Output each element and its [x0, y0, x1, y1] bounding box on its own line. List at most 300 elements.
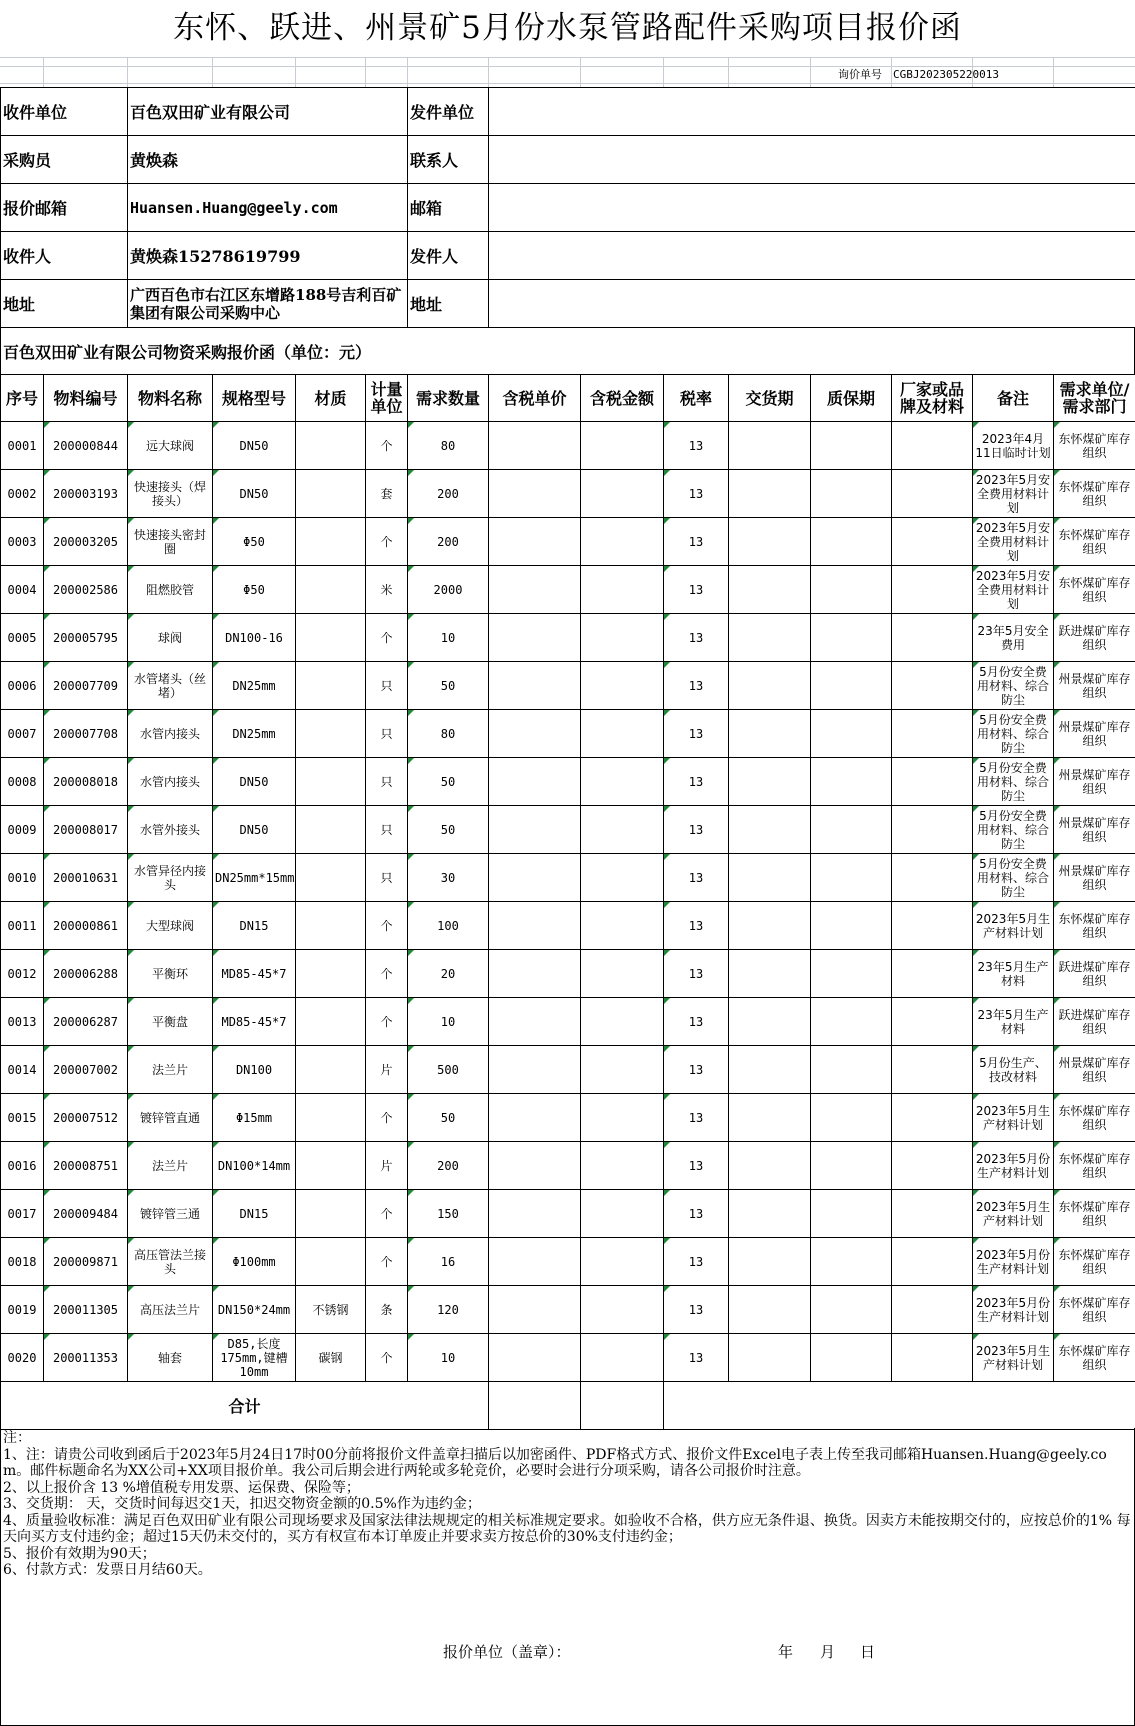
- cell-spec: DN25mm*15mm: [213, 854, 296, 902]
- cell-delivery[interactable]: [729, 566, 811, 614]
- cell-spec: DN150*24mm: [213, 1286, 296, 1334]
- cell-spec: D85,长度175mm,键槽10mm: [213, 1334, 296, 1382]
- cell-spec: MD85-45*7: [213, 950, 296, 998]
- cell-remark: 2023年5月生产材料计划: [973, 902, 1054, 950]
- table-row: [1, 758, 1135, 806]
- cell-warranty[interactable]: [811, 1286, 892, 1334]
- info-label: 地址: [1, 280, 128, 328]
- cell-code: 200008017: [44, 806, 128, 854]
- cell-brand[interactable]: [892, 1286, 973, 1334]
- note-line: 3、交货期： 天，交货时间每迟交1天，扣迟交物资金额的0.5%作为违约金；: [3, 1496, 481, 1512]
- cell-warranty[interactable]: [811, 566, 892, 614]
- cell-qty: 50: [408, 758, 489, 806]
- cell-seq: 0003: [1, 518, 44, 566]
- grid-line: [212, 57, 213, 87]
- cell-delivery[interactable]: [729, 806, 811, 854]
- cell-spec: DN100-16: [213, 614, 296, 662]
- note-line: 5、报价有效期为90天；: [3, 1545, 156, 1562]
- table-row: [1, 1334, 1135, 1382]
- cell-amount[interactable]: [581, 662, 664, 710]
- cell-delivery[interactable]: [729, 758, 811, 806]
- cell-warranty[interactable]: [811, 1094, 892, 1142]
- cell-material: [296, 566, 366, 614]
- cell-code: 200003193: [44, 470, 128, 518]
- column-header-warranty: 质保期: [811, 375, 892, 422]
- cell-warranty[interactable]: [811, 950, 892, 998]
- cell-warranty[interactable]: [811, 710, 892, 758]
- cell-warranty[interactable]: [811, 1190, 892, 1238]
- cell-dept: 东怀煤矿库存组织: [1054, 1238, 1135, 1286]
- cell-amount[interactable]: [581, 518, 664, 566]
- cell-delivery[interactable]: [729, 1334, 811, 1382]
- cell-material: [296, 1142, 366, 1190]
- cell-warranty[interactable]: [811, 1046, 892, 1094]
- notes-text: [1, 1428, 1134, 1581]
- cell-amount[interactable]: [581, 1286, 664, 1334]
- grid-line: [663, 57, 664, 87]
- cell-price[interactable]: [489, 902, 581, 950]
- cell-warranty[interactable]: [811, 662, 892, 710]
- page-title: 东怀、跃进、州景矿5月份水泵管路配件采购项目报价函: [173, 10, 962, 46]
- cell-brand[interactable]: [892, 710, 973, 758]
- cell-brand[interactable]: [892, 566, 973, 614]
- cell-remark: 5月份安全费用材料、综合防尘: [973, 854, 1054, 902]
- info-value[interactable]: 黄焕森: [128, 136, 408, 184]
- cell-unit: 个: [366, 950, 408, 998]
- cell-seq: 0001: [1, 422, 44, 470]
- cell-qty: 100: [408, 902, 489, 950]
- info-label: 地址: [408, 280, 489, 328]
- cell-name: 水管内接头: [128, 758, 213, 806]
- info-label: 邮箱: [408, 184, 489, 232]
- cell-warranty[interactable]: [811, 614, 892, 662]
- cell-seq: 0009: [1, 806, 44, 854]
- cell-amount[interactable]: [581, 566, 664, 614]
- cell-delivery[interactable]: [729, 854, 811, 902]
- cell-qty: 200: [408, 1142, 489, 1190]
- cell-brand[interactable]: [892, 1094, 973, 1142]
- cell-material: [296, 854, 366, 902]
- cell-brand[interactable]: [892, 470, 973, 518]
- cell-amount[interactable]: [581, 1238, 664, 1286]
- cell-brand[interactable]: [892, 1190, 973, 1238]
- info-label: 采购员: [1, 136, 128, 184]
- cell-material: [296, 998, 366, 1046]
- cell-qty: 80: [408, 422, 489, 470]
- cell-name: 快速接头（焊接头）: [128, 470, 213, 518]
- cell-code: 200009484: [44, 1190, 128, 1238]
- info-label: 发件人: [408, 232, 489, 280]
- table-row: [1, 1094, 1135, 1142]
- cell-dept: 跃进煤矿库存组织: [1054, 998, 1135, 1046]
- cell-spec: Φ15mm: [213, 1094, 296, 1142]
- cell-amount[interactable]: [581, 1094, 664, 1142]
- total-rest: [664, 1382, 1135, 1430]
- cell-delivery[interactable]: [729, 614, 811, 662]
- cell-remark: 2023年5月生产材料计划: [973, 1334, 1054, 1382]
- grid-line: [580, 57, 581, 87]
- info-value[interactable]: [489, 232, 1135, 280]
- cell-tax: 13: [664, 614, 729, 662]
- cell-name: 大型球阀: [128, 902, 213, 950]
- cell-brand[interactable]: [892, 518, 973, 566]
- column-header-amount: 含税金额: [581, 375, 664, 422]
- table-row: [1, 470, 1135, 518]
- cell-seq: 0004: [1, 566, 44, 614]
- cell-seq: 0010: [1, 854, 44, 902]
- cell-price[interactable]: [489, 422, 581, 470]
- cell-code: 200007002: [44, 1046, 128, 1094]
- cell-seq: 0014: [1, 1046, 44, 1094]
- cell-spec: DN50: [213, 758, 296, 806]
- table-row: [1, 998, 1135, 1046]
- cell-brand[interactable]: [892, 662, 973, 710]
- cell-unit: 条: [366, 1286, 408, 1334]
- cell-remark: 2023年5月份生产材料计划: [973, 1286, 1054, 1334]
- cell-brand[interactable]: [892, 950, 973, 998]
- cell-amount[interactable]: [581, 1190, 664, 1238]
- subheading-table: [0, 327, 1135, 374]
- cell-spec: DN100*14mm: [213, 1142, 296, 1190]
- column-header-name: 物料名称: [128, 375, 213, 422]
- cell-material: [296, 1094, 366, 1142]
- cell-material: [296, 518, 366, 566]
- cell-code: 200010631: [44, 854, 128, 902]
- cell-tax: 13: [664, 1286, 729, 1334]
- grid-line: [728, 57, 729, 87]
- table-row: [1, 1238, 1135, 1286]
- cell-material: [296, 422, 366, 470]
- cell-tax: 13: [664, 854, 729, 902]
- info-row: [1, 280, 1135, 328]
- cell-material: 碳钢: [296, 1334, 366, 1382]
- cell-code: 200006287: [44, 998, 128, 1046]
- cell-remark: 23年5月生产材料: [973, 950, 1054, 998]
- cell-dept: 州景煤矿库存组织: [1054, 806, 1135, 854]
- column-header-qty: 需求数量: [408, 375, 489, 422]
- cell-amount[interactable]: [581, 1046, 664, 1094]
- cell-name: 快速接头密封圈: [128, 518, 213, 566]
- cell-unit: 个: [366, 614, 408, 662]
- signature-year: 年: [778, 1643, 794, 1661]
- cell-code: 200011353: [44, 1334, 128, 1382]
- cell-name: 轴套: [128, 1334, 213, 1382]
- cell-unit: 个: [366, 1190, 408, 1238]
- cell-price[interactable]: [489, 1142, 581, 1190]
- cell-dept: 跃进煤矿库存组织: [1054, 950, 1135, 998]
- cell-seq: 0002: [1, 470, 44, 518]
- cell-delivery[interactable]: [729, 1094, 811, 1142]
- cell-spec: DN50: [213, 470, 296, 518]
- cell-amount[interactable]: [581, 854, 664, 902]
- cell-warranty[interactable]: [811, 1334, 892, 1382]
- column-header-spec: 规格型号: [213, 375, 296, 422]
- cell-material: 不锈钢: [296, 1286, 366, 1334]
- cell-spec: Φ50: [213, 566, 296, 614]
- cell-amount[interactable]: [581, 758, 664, 806]
- cell-remark: 5月份生产、技改材料: [973, 1046, 1054, 1094]
- cell-material: [296, 1190, 366, 1238]
- cell-brand[interactable]: [892, 614, 973, 662]
- column-header-code: 物料编号: [44, 375, 128, 422]
- cell-warranty[interactable]: [811, 806, 892, 854]
- cell-dept: 州景煤矿库存组织: [1054, 854, 1135, 902]
- cell-amount[interactable]: [581, 902, 664, 950]
- cell-qty: 50: [408, 1094, 489, 1142]
- grid-line: [891, 57, 892, 87]
- info-value[interactable]: 黄焕森15278619799: [128, 232, 408, 280]
- cell-unit: 只: [366, 854, 408, 902]
- cell-unit: 只: [366, 710, 408, 758]
- info-label: 发件单位: [408, 88, 489, 136]
- items-table: [0, 374, 1135, 1430]
- grid-line: [43, 57, 44, 87]
- cell-unit: 个: [366, 998, 408, 1046]
- info-label: 报价邮箱: [1, 184, 128, 232]
- cell-dept: 州景煤矿库存组织: [1054, 662, 1135, 710]
- cell-brand[interactable]: [892, 806, 973, 854]
- info-row: [1, 232, 1135, 280]
- info-value[interactable]: Huansen.Huang@geely.com: [128, 184, 408, 232]
- cell-remark: 2023年5月安全费用材料计划: [973, 566, 1054, 614]
- cell-unit: 个: [366, 518, 408, 566]
- cell-delivery[interactable]: [729, 470, 811, 518]
- cell-remark: 2023年5月份生产材料计划: [973, 1142, 1054, 1190]
- cell-price[interactable]: [489, 758, 581, 806]
- cell-tax: 13: [664, 806, 729, 854]
- cell-delivery[interactable]: [729, 950, 811, 998]
- cell-code: 200000844: [44, 422, 128, 470]
- cell-delivery[interactable]: [729, 518, 811, 566]
- cell-material: [296, 902, 366, 950]
- cell-brand[interactable]: [892, 1142, 973, 1190]
- cell-tax: 13: [664, 1238, 729, 1286]
- cell-price[interactable]: [489, 662, 581, 710]
- cell-price[interactable]: [489, 1094, 581, 1142]
- cell-dept: 州景煤矿库存组织: [1054, 1046, 1135, 1094]
- cell-material: [296, 662, 366, 710]
- cell-name: 平衡盘: [128, 998, 213, 1046]
- cell-material: [296, 1238, 366, 1286]
- info-row: [1, 184, 1135, 232]
- cell-delivery[interactable]: [729, 998, 811, 1046]
- cell-delivery[interactable]: [729, 1046, 811, 1094]
- grid-line: [0, 83, 1135, 84]
- cell-amount[interactable]: [581, 614, 664, 662]
- cell-warranty[interactable]: [811, 1142, 892, 1190]
- cell-warranty[interactable]: [811, 518, 892, 566]
- cell-price[interactable]: [489, 1190, 581, 1238]
- cell-tax: 13: [664, 422, 729, 470]
- cell-name: 远大球阀: [128, 422, 213, 470]
- cell-tax: 13: [664, 1190, 729, 1238]
- total-label: 合计: [1, 1382, 489, 1430]
- signature-label: 报价单位（盖章）：: [443, 1643, 571, 1661]
- cell-qty: 10: [408, 998, 489, 1046]
- cell-material: [296, 1046, 366, 1094]
- section-subheading: 百色双田矿业有限公司物资采购报价函（单位：元）: [1, 328, 1135, 375]
- column-header-price: 含税单价: [489, 375, 581, 422]
- cell-price[interactable]: [489, 470, 581, 518]
- cell-brand[interactable]: [892, 902, 973, 950]
- column-header-brand: 厂家或品牌及材料: [892, 375, 973, 422]
- cell-price[interactable]: [489, 998, 581, 1046]
- column-header-unit: 计量单位: [366, 375, 408, 422]
- cell-qty: 50: [408, 806, 489, 854]
- cell-delivery[interactable]: [729, 902, 811, 950]
- cell-delivery[interactable]: [729, 1238, 811, 1286]
- cell-amount[interactable]: [581, 1142, 664, 1190]
- column-header-seq: 序号: [1, 375, 44, 422]
- cell-brand[interactable]: [892, 1334, 973, 1382]
- cell-price[interactable]: [489, 1238, 581, 1286]
- cell-tax: 13: [664, 950, 729, 998]
- grid-line: [365, 57, 366, 87]
- info-table: [0, 87, 1135, 328]
- cell-dept: 东怀煤矿库存组织: [1054, 1334, 1135, 1382]
- cell-warranty[interactable]: [811, 998, 892, 1046]
- cell-tax: 13: [664, 566, 729, 614]
- grid-line: [810, 57, 811, 87]
- cell-unit: 只: [366, 758, 408, 806]
- info-row: [1, 88, 1135, 136]
- column-header-dept: 需求单位/需求部门: [1054, 375, 1135, 422]
- cell-code: 200007512: [44, 1094, 128, 1142]
- grid-line: [407, 57, 408, 87]
- cell-amount[interactable]: [581, 950, 664, 998]
- cell-name: 水管异径内接头: [128, 854, 213, 902]
- cell-warranty[interactable]: [811, 1238, 892, 1286]
- cell-seq: 0012: [1, 950, 44, 998]
- cell-qty: 200: [408, 518, 489, 566]
- table-row: [1, 614, 1135, 662]
- cell-delivery[interactable]: [729, 1142, 811, 1190]
- info-label: 收件单位: [1, 88, 128, 136]
- info-value[interactable]: 百色双田矿业有限公司: [128, 88, 408, 136]
- cell-price[interactable]: [489, 950, 581, 998]
- cell-seq: 0016: [1, 1142, 44, 1190]
- cell-brand[interactable]: [892, 1046, 973, 1094]
- inquiry-label: 询价单号: [838, 68, 882, 81]
- cell-price[interactable]: [489, 854, 581, 902]
- cell-amount[interactable]: [581, 422, 664, 470]
- cell-dept: 东怀煤矿库存组织: [1054, 470, 1135, 518]
- cell-warranty[interactable]: [811, 422, 892, 470]
- notes-section: [0, 1428, 1135, 1726]
- cell-price[interactable]: [489, 1334, 581, 1382]
- cell-seq: 0011: [1, 902, 44, 950]
- cell-brand[interactable]: [892, 854, 973, 902]
- total-row: [1, 1382, 1135, 1430]
- table-row: [1, 566, 1135, 614]
- cell-name: 镀锌管三通: [128, 1190, 213, 1238]
- cell-spec: Φ50: [213, 518, 296, 566]
- cell-price[interactable]: [489, 1046, 581, 1094]
- cell-delivery[interactable]: [729, 422, 811, 470]
- total-amount[interactable]: [581, 1382, 664, 1430]
- column-header-material: 材质: [296, 375, 366, 422]
- cell-tax: 13: [664, 1142, 729, 1190]
- cell-brand[interactable]: [892, 422, 973, 470]
- table-row: [1, 662, 1135, 710]
- note-line: 1、注：请贵公司收到函后于2023年5月24日17时00分前将报价文件盖章扫描后以加密函件、PDF格式方式、报价文件Excel电子表上传至我司邮箱Huansen.Huang@geely.com。邮件标题命名为XX公司+XX项目报价单。我公司后期会进行两轮或多轮竞价，必要时会进行分项采购，请各公司报价时注意。: [3, 1446, 1107, 1479]
- cell-name: 法兰片: [128, 1046, 213, 1094]
- cell-qty: 80: [408, 710, 489, 758]
- grid-line: [127, 57, 128, 87]
- cell-tax: 13: [664, 998, 729, 1046]
- cell-price[interactable]: [489, 710, 581, 758]
- cell-remark: 5月份安全费用材料、综合防尘: [973, 710, 1054, 758]
- cell-qty: 16: [408, 1238, 489, 1286]
- cell-code: 200011305: [44, 1286, 128, 1334]
- cell-delivery[interactable]: [729, 1190, 811, 1238]
- cell-name: 水管外接头: [128, 806, 213, 854]
- cell-remark: 23年5月安全费用: [973, 614, 1054, 662]
- cell-remark: 2023年4月11日临时计划: [973, 422, 1054, 470]
- cell-dept: 东怀煤矿库存组织: [1054, 1190, 1135, 1238]
- cell-warranty[interactable]: [811, 758, 892, 806]
- info-value[interactable]: [489, 88, 1135, 136]
- cell-price[interactable]: [489, 566, 581, 614]
- cell-brand[interactable]: [892, 758, 973, 806]
- cell-name: 水管内接头: [128, 710, 213, 758]
- cell-spec: DN25mm: [213, 662, 296, 710]
- info-value[interactable]: [489, 136, 1135, 184]
- cell-delivery[interactable]: [729, 1286, 811, 1334]
- cell-price[interactable]: [489, 614, 581, 662]
- cell-unit: 片: [366, 1046, 408, 1094]
- cell-dept: 东怀煤矿库存组织: [1054, 422, 1135, 470]
- cell-price[interactable]: [489, 1286, 581, 1334]
- column-header-tax: 税率: [664, 375, 729, 422]
- note-line: 注：: [3, 1430, 31, 1446]
- table-row: [1, 710, 1135, 758]
- cell-tax: 13: [664, 662, 729, 710]
- info-value[interactable]: [489, 280, 1135, 328]
- table-row: [1, 1286, 1135, 1334]
- cell-seq: 0019: [1, 1286, 44, 1334]
- cell-unit: 个: [366, 1238, 408, 1286]
- cell-amount[interactable]: [581, 1334, 664, 1382]
- cell-dept: 东怀煤矿库存组织: [1054, 1286, 1135, 1334]
- cell-amount[interactable]: [581, 806, 664, 854]
- cell-unit: 只: [366, 662, 408, 710]
- cell-amount[interactable]: [581, 470, 664, 518]
- info-row: [1, 136, 1135, 184]
- cell-amount[interactable]: [581, 998, 664, 1046]
- cell-warranty[interactable]: [811, 854, 892, 902]
- cell-tax: 13: [664, 902, 729, 950]
- cell-unit: 个: [366, 1334, 408, 1382]
- cell-warranty[interactable]: [811, 902, 892, 950]
- cell-remark: 5月份安全费用材料、综合防尘: [973, 806, 1054, 854]
- info-value[interactable]: [489, 184, 1135, 232]
- cell-brand[interactable]: [892, 1238, 973, 1286]
- cell-amount[interactable]: [581, 710, 664, 758]
- cell-delivery[interactable]: [729, 710, 811, 758]
- cell-brand[interactable]: [892, 998, 973, 1046]
- cell-delivery[interactable]: [729, 662, 811, 710]
- cell-unit: 米: [366, 566, 408, 614]
- cell-price[interactable]: [489, 518, 581, 566]
- table-row: [1, 1142, 1135, 1190]
- cell-spec: DN50: [213, 806, 296, 854]
- cell-warranty[interactable]: [811, 470, 892, 518]
- cell-price[interactable]: [489, 806, 581, 854]
- grid-line: [1053, 57, 1054, 87]
- info-value[interactable]: 广西百色市右江区东增路188号吉利百矿集团有限公司采购中心: [128, 280, 408, 328]
- cell-material: [296, 806, 366, 854]
